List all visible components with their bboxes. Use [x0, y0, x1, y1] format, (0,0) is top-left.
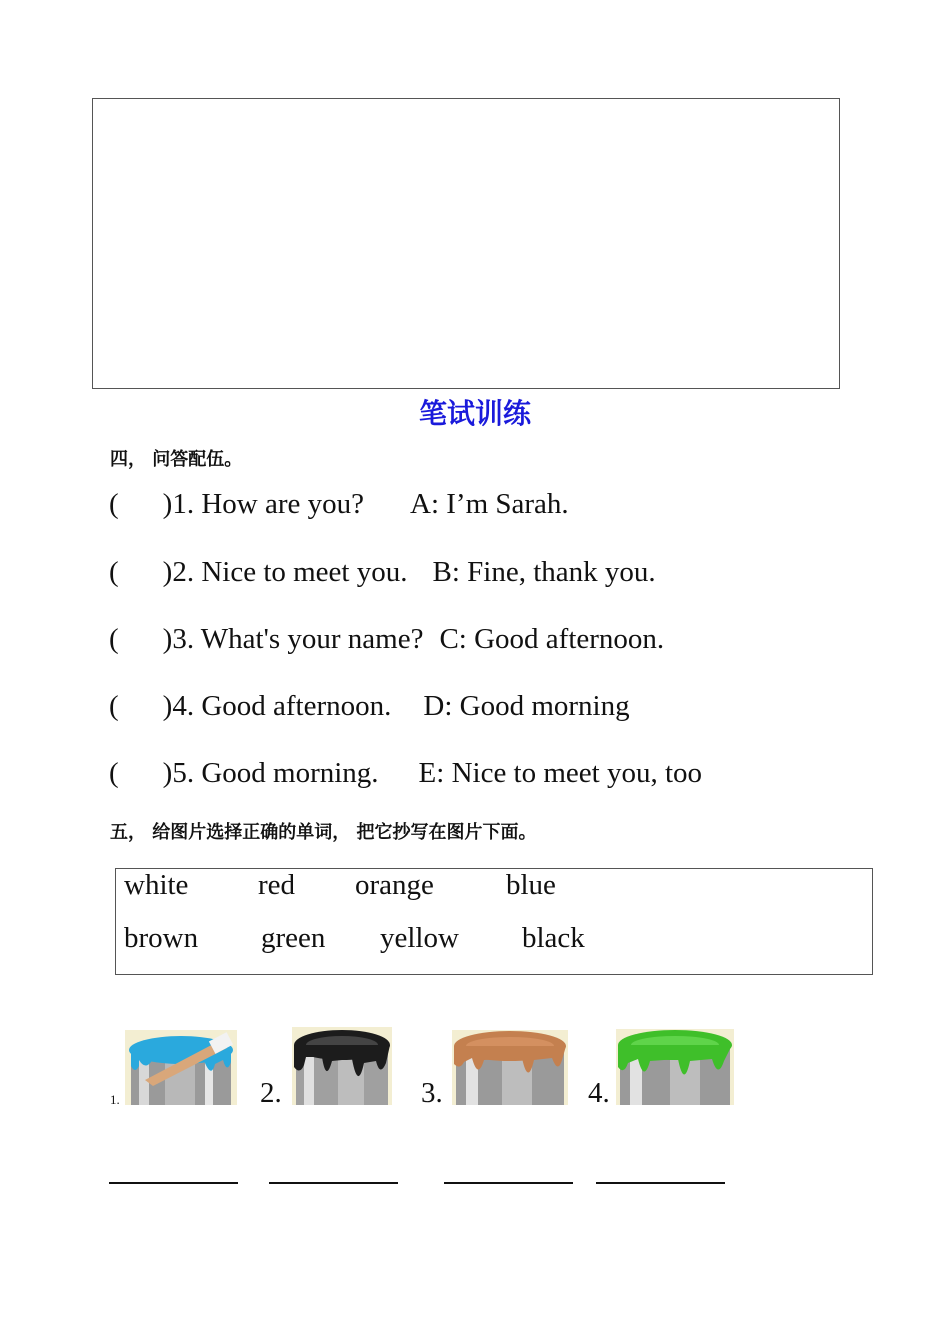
word-bank [115, 868, 873, 975]
answer-line[interactable] [596, 1182, 725, 1184]
answer-option: C: Good afternoon. [439, 623, 665, 655]
word-option: red [258, 869, 296, 901]
question-row [109, 556, 656, 589]
question-row [109, 623, 664, 656]
word-option: orange [355, 869, 434, 901]
word-option: black [522, 922, 585, 954]
section4-heading: 四， 问答配伍。 [110, 449, 243, 470]
empty-picture-box [92, 98, 840, 389]
black-paint-can-icon [292, 1027, 392, 1105]
picture-label: 1. [110, 1092, 120, 1107]
question-row [109, 488, 569, 521]
answer-option: B: Fine, thank you. [432, 556, 656, 588]
open-paren: ( [109, 690, 119, 722]
word-option: white [124, 869, 189, 901]
question-row [109, 690, 630, 723]
picture-label: 3. [421, 1077, 443, 1109]
word-option: green [261, 922, 326, 954]
answer-line[interactable] [269, 1182, 398, 1184]
question-text: )3. What's your name? [162, 623, 424, 655]
answer-option: D: Good morning [423, 690, 630, 722]
picture-label: 2. [260, 1077, 282, 1109]
question-text: )1. How are you? [162, 488, 364, 520]
open-paren: ( [109, 757, 119, 789]
question-text: )5. Good morning. [162, 757, 379, 789]
word-option: blue [506, 869, 556, 901]
picture-label: 4. [588, 1077, 610, 1109]
word-option: yellow [380, 922, 459, 954]
brown-paint-can-icon [452, 1030, 568, 1105]
blue-paint-can-icon [125, 1030, 237, 1105]
answer-line[interactable] [444, 1182, 573, 1184]
section5-heading: 五， 给图片选择正确的单词， 把它抄写在图片下面。 [110, 822, 537, 843]
answer-line[interactable] [109, 1182, 238, 1184]
question-row [109, 757, 702, 790]
open-paren: ( [109, 488, 119, 520]
answer-option: E: Nice to meet you, too [418, 757, 703, 789]
question-text: )4. Good afternoon. [162, 690, 392, 722]
open-paren: ( [109, 623, 119, 655]
answer-option: A: I’m Sarah. [410, 488, 569, 520]
word-option: brown [124, 922, 199, 954]
page-title: 笔试训练 [418, 397, 531, 430]
question-text: )2. Nice to meet you. [162, 556, 408, 588]
green-paint-can-icon [616, 1029, 734, 1105]
open-paren: ( [109, 556, 119, 588]
